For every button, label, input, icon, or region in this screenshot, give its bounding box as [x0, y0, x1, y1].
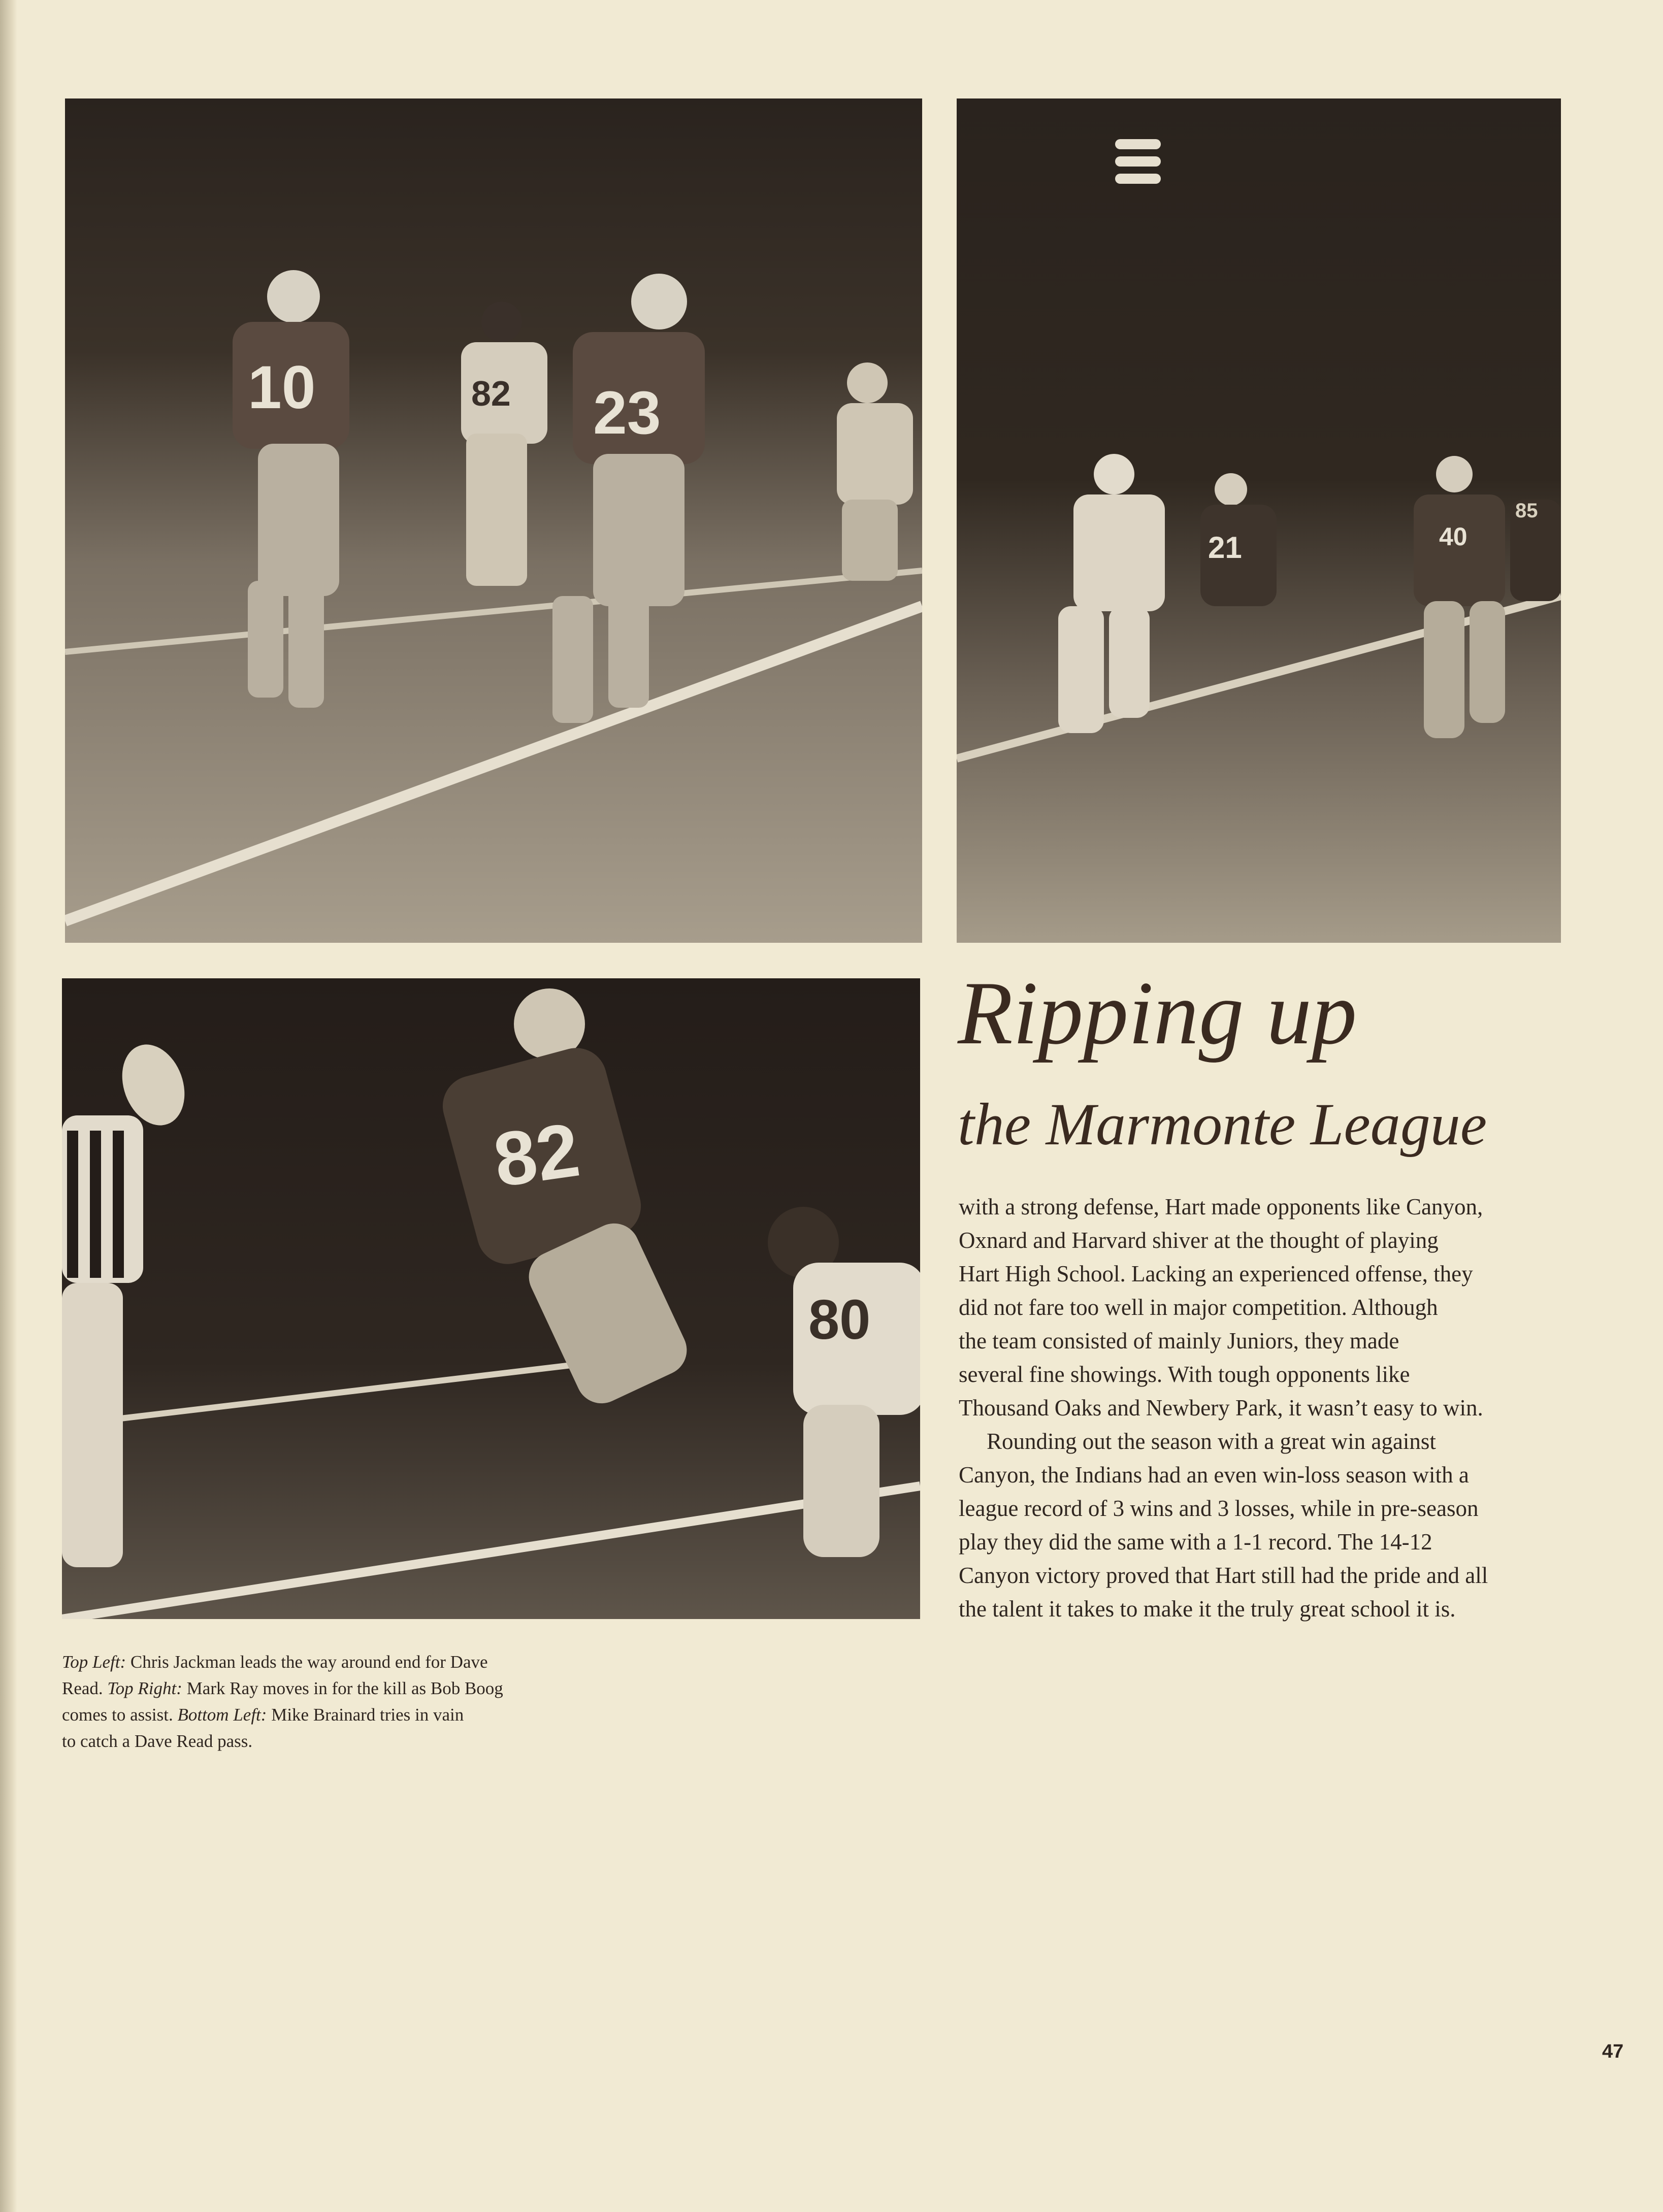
- article-line: Canyon, the Indians had an even win-loss season with a: [959, 1462, 1469, 1488]
- stadium-lights: [1115, 139, 1161, 184]
- jersey-number-80: 80: [808, 1289, 871, 1351]
- jersey-number-23: 23: [593, 379, 661, 447]
- player-40: [1414, 456, 1505, 738]
- photo-bottom-left: [62, 978, 920, 1619]
- article-line: Rounding out the season with a great win against: [987, 1429, 1436, 1454]
- jersey-number-21: 21: [1208, 531, 1242, 565]
- article-line: with a strong defense, Hart made opponents like Canyon,: [959, 1194, 1483, 1219]
- article-line: Hart High School. Lacking an experienced offense, they: [959, 1261, 1473, 1286]
- photo-top-right: [957, 98, 1561, 943]
- jersey-number-82: 82: [471, 374, 511, 413]
- article-line: the talent it takes to make it the truly great school it is.: [959, 1596, 1456, 1622]
- caption-label-top-left: Top Left:: [62, 1652, 126, 1672]
- article-line: the team consisted of mainly Juniors, they made: [959, 1328, 1399, 1353]
- article-line: league record of 3 wins and 3 losses, while in pre-season: [959, 1496, 1479, 1521]
- caption-text: Chris Jackman leads the way around end for Dave: [126, 1652, 488, 1672]
- caption-text: Mike Brainard tries in vain: [267, 1705, 464, 1725]
- caption-label-top-right: Top Right:: [107, 1678, 182, 1698]
- caption-text: Read.: [62, 1678, 108, 1698]
- headline-line-1: Ripping up: [958, 963, 1357, 1063]
- headline-line-2: the Marmonte League: [958, 1091, 1487, 1158]
- page-number: 47: [1602, 2041, 1624, 2062]
- page-gutter-shadow: [0, 0, 17, 2212]
- caption-line: to catch a Dave Read pass.: [62, 1731, 253, 1751]
- jersey-number-82-diving: 82: [488, 1106, 584, 1203]
- article-line: Oxnard and Harvard shiver at the thought of playing: [959, 1228, 1439, 1253]
- jersey-number-85: 85: [1515, 500, 1538, 522]
- caption-label-bottom-left: Bottom Left:: [177, 1705, 267, 1725]
- photo-top-left: [65, 98, 922, 943]
- caption-line: [62, 1702, 621, 1728]
- player-85: [1510, 500, 1561, 601]
- article-line: several fine showings. With tough opponents like: [959, 1362, 1410, 1387]
- caption-text: Mark Ray moves in for the kill as Bob Boog: [182, 1678, 503, 1698]
- photo-caption: [62, 1649, 621, 1755]
- article-line: did not fare too well in major competition. Although: [959, 1295, 1438, 1320]
- article-body: [959, 1190, 1588, 1626]
- article-line: Thousand Oaks and Newbery Park, it wasn’t easy to win.: [959, 1395, 1483, 1421]
- jersey-number-40: 40: [1439, 522, 1468, 551]
- article-line: play they did the same with a 1-1 record. The 14-12: [959, 1529, 1432, 1555]
- caption-text: comes to assist.: [62, 1705, 178, 1725]
- jersey-number-10: 10: [248, 353, 316, 421]
- caption-line: [62, 1675, 621, 1702]
- article-line: Canyon victory proved that Hart still had the pride and all: [959, 1563, 1488, 1588]
- caption-line: [62, 1649, 621, 1675]
